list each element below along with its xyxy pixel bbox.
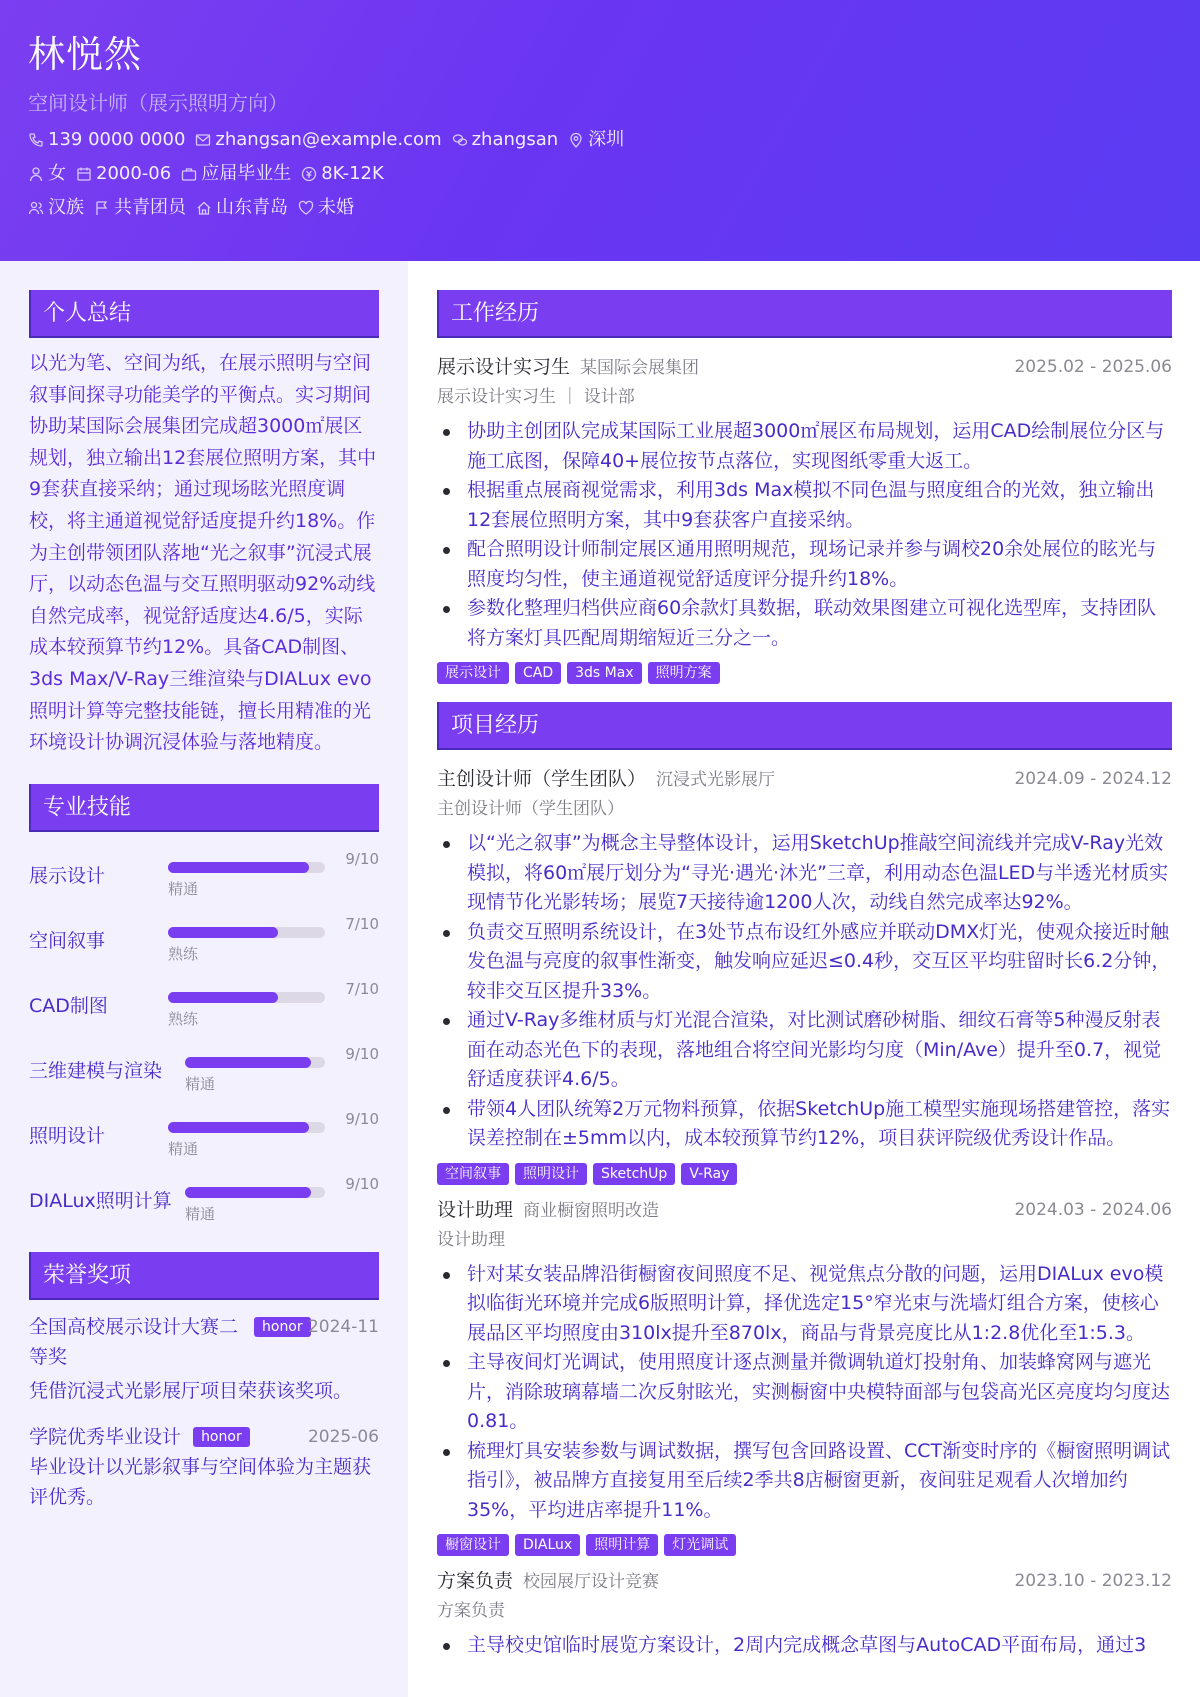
skill-level: 精通: [185, 1204, 216, 1223]
entry-bullets: [437, 417, 1172, 653]
skill-row: [29, 1035, 379, 1100]
skill-tag: 展示设计: [437, 662, 509, 684]
entry-date: 2024.09 - 2024.12: [1014, 769, 1172, 789]
skills-title: 专业技能: [29, 784, 379, 832]
entry-role: 展示设计实习生: [437, 356, 571, 378]
hometown-item: [196, 195, 288, 221]
skill-bar-fill: [168, 992, 278, 1003]
salary-icon: [301, 166, 317, 182]
skill-level: 熟练: [168, 1009, 199, 1028]
email-item[interactable]: [195, 127, 441, 153]
honor-date: 2024-11: [307, 1316, 379, 1337]
entry-date: 2023.10 - 2023.12: [1014, 1571, 1172, 1591]
project-title: 项目经历: [437, 702, 1172, 750]
resume-header: [0, 0, 1200, 261]
skill-score: 7/10: [345, 979, 379, 998]
skills-list: [29, 840, 379, 1230]
skill-bar-fill: [168, 1122, 309, 1133]
gender-text: 女: [48, 163, 66, 184]
skill-row: [29, 840, 379, 905]
home-icon: [196, 200, 212, 216]
main-content: [437, 261, 1172, 1661]
tag-list: [437, 1534, 1172, 1556]
skill-tag: 3ds Max: [567, 662, 641, 684]
summary-text: 以光为笔、空间为纸，在展示照明与空间叙事间探寻功能美学的平衡点。实习期间协助某国际会展集团完成超3000㎡展区规划，独立输出12套展位照明方案，其中9套获直接采纳；通过现场眩光照度调校，将主通道视觉舒适度提升约18%。作为主创带领团队落地“光之叙事”沉浸式展厅，以动态色温与交互照明驱动92%动线自然完成率，视觉舒适度达4.6/5，实际成本较预算节约12%。具备CAD制图、3ds Max/V-Ray三维渲染与DIALux evo照明计算等完整技能链，擅长用精准的光环境设计协调沉浸体验与落地精度。: [29, 352, 377, 754]
extra-row: [28, 195, 1172, 221]
salary-item: [301, 161, 384, 187]
entry-role: 方案负责: [437, 1570, 514, 1592]
wechat-text: zhangsan: [471, 129, 559, 150]
tag-list: [437, 1163, 1172, 1185]
location-text: 深圳: [588, 129, 625, 150]
honor-item: [29, 1312, 379, 1406]
entry-subtitle: 主创设计师（学生团队）: [437, 799, 624, 819]
gender-item: [28, 161, 66, 187]
calendar-icon: [76, 166, 92, 182]
skill-tag: DIALux: [515, 1534, 580, 1556]
entry-head: [437, 1195, 1172, 1225]
briefcase-icon: [181, 166, 197, 182]
entry-bullet: 根据重点展商视觉需求，利用3ds Max模拟不同色温与照度组合的光效，独立输出12套展位照明方案，其中9套获客户直接采纳。: [437, 476, 1172, 535]
phone-icon: [28, 132, 44, 148]
ethnicity-item: [28, 195, 84, 221]
contact-row: [28, 127, 1172, 153]
entry-bullet: 主导夜间灯光调试，使用照度计逐点测量并微调轨道灯投射角、加装蜂窝网与遮光片，消除玻璃幕墙二次反射眩光，实测橱窗中央模特面部与包袋高光区亮度均匀度达0.81。: [437, 1348, 1172, 1437]
skill-level: 精通: [185, 1074, 216, 1093]
honor-badge: honor: [193, 1427, 250, 1447]
skill-tag: 照明计算: [586, 1534, 658, 1556]
skill-tag: SketchUp: [593, 1163, 675, 1185]
skill-row: [29, 905, 379, 970]
skill-tag: 照明方案: [648, 662, 720, 684]
skill-level: 精通: [168, 879, 199, 898]
salary-text: 8K-12K: [321, 163, 384, 184]
skill-row: [29, 1165, 379, 1230]
skill-bar: [185, 1187, 325, 1198]
skill-bar-fill: [185, 1057, 311, 1068]
skill-name: DIALux照明计算: [29, 1189, 172, 1212]
skill-name: 三维建模与渲染: [29, 1059, 163, 1082]
skill-bar-fill: [185, 1187, 311, 1198]
entry-bullet: 主导校史馆临时展览方案设计，2周内完成概念草图与AutoCAD平面布局，通过3: [437, 1631, 1172, 1661]
skill-score: 9/10: [345, 1044, 379, 1063]
entry-bullets: [437, 1260, 1172, 1526]
skill-level: 熟练: [168, 944, 199, 963]
experience-entry: [437, 1195, 1172, 1557]
skill-score: 9/10: [345, 1174, 379, 1193]
flag-icon: [94, 200, 110, 216]
experience-entry: [437, 1566, 1172, 1661]
honor-item: [29, 1422, 379, 1512]
entry-subtitle: 展示设计实习生 ｜ 设计部: [437, 387, 635, 407]
skill-bar-fill: [168, 862, 309, 873]
skill-score: 9/10: [345, 1109, 379, 1128]
wechat-icon: [452, 132, 468, 148]
experience-entry: [437, 764, 1172, 1185]
status-item: [181, 161, 291, 187]
honor-head: [29, 1422, 379, 1452]
skill-name: 空间叙事: [29, 929, 106, 952]
project-list: [437, 764, 1172, 1661]
summary-title: 个人总结: [29, 290, 379, 338]
phone-text: 139 0000 0000: [48, 129, 186, 150]
mail-icon: [195, 132, 211, 148]
entry-bullets: [437, 1631, 1172, 1661]
skill-bar: [168, 927, 325, 938]
skill-tag: CAD: [515, 662, 561, 684]
skill-tag: 空间叙事: [437, 1163, 509, 1185]
user-icon: [28, 166, 44, 182]
honors-title: 荣誉奖项: [29, 1252, 379, 1300]
entry-date: 2024.03 - 2024.06: [1014, 1199, 1172, 1220]
honors-list: [29, 1312, 379, 1512]
email-text: zhangsan@example.com: [215, 129, 442, 150]
skill-bar: [168, 992, 325, 1003]
entry-org: 商业橱窗照明改造: [523, 1200, 660, 1221]
skill-bar: [168, 1122, 325, 1133]
entry-subtitle: 方案负责: [437, 1601, 505, 1621]
entry-org: 沉浸式光影展厅: [656, 770, 776, 790]
entry-bullet: 通过V-Ray多维材质与灯光混合渲染，对比测试磨砂树脂、细纹石膏等5种漫反射表面在动态光色下的表现，落地组合将空间光影均匀度（Min/Ave）提升至0.7，视觉舒适度获评4.6/5。: [437, 1006, 1172, 1095]
honor-title: 全国高校展示设计大赛二等奖: [29, 1315, 239, 1368]
location-item: [568, 127, 624, 153]
entry-bullet: 负责交互照明系统设计，在3处节点布设红外感应并联动DMX灯光，使观众接近时触发色温与亮度的叙事性渐变，触发响应延迟≤0.4秒，交互区平均驻留时长6.2分钟，较非交互区提升33%。: [437, 918, 1172, 1007]
skill-bar-fill: [168, 927, 278, 938]
entry-org: 某国际会展集团: [580, 358, 700, 378]
tag-list: [437, 662, 1172, 684]
honor-title: 学院优秀毕业设计: [29, 1425, 182, 1448]
work-title: 工作经历: [437, 290, 1172, 338]
heart-icon: [298, 200, 314, 216]
phone-item: [28, 127, 185, 153]
skill-level: 精通: [168, 1139, 199, 1158]
entry-head: [437, 764, 1172, 794]
hometown-text: 山东青岛: [216, 197, 288, 218]
political-item: [94, 195, 186, 221]
entry-bullet: 梳理灯具安装参数与调试数据，撰写包含回路设置、CCT渐变时序的《橱窗照明调试指引》，被品牌方直接复用至后续2季共8店橱窗更新，夜间驻足观看人次增加约35%，平均进店率提升11%。: [437, 1437, 1172, 1526]
skill-score: 7/10: [345, 914, 379, 933]
entry-bullet: 协助主创团队完成某国际工业展超3000㎡展区布局规划，运用CAD绘制展位分区与施工底图，保障40+展位按节点落位，实现图纸零重大返工。: [437, 417, 1172, 476]
skill-row: [29, 970, 379, 1035]
entry-bullet: 配合照明设计师制定展区通用照明规范，现场记录并参与调校20余处展位的眩光与照度均匀性，使主通道视觉舒适度评分提升约18%。: [437, 535, 1172, 594]
ethnicity-text: 汉族: [48, 197, 84, 218]
entry-date: 2025.02 - 2025.06: [1014, 357, 1172, 377]
wechat-item: [452, 127, 559, 153]
entry-bullet: 针对某女装品牌沿街橱窗夜间照度不足、视觉焦点分散的问题，运用DIALux evo模拟临街光环境并完成6版照明计算，择优选定15°窄光束与洗墙灯组合方案，使核心展品区平均照度由310lx提升至870lx，商品与背景亮度比从1:2.8优化至1:5.3。: [437, 1260, 1172, 1349]
people-icon: [28, 200, 44, 216]
honor-desc: 凭借沉浸式光影展厅项目荣获该奖项。: [29, 1379, 353, 1402]
skill-score: 9/10: [345, 849, 379, 868]
entry-head: [437, 352, 1172, 382]
entry-bullet: 参数化整理归档供应商60余款灯具数据，联动效果图建立可视化选型库，支持团队将方案灯具匹配周期缩短近三分之一。: [437, 594, 1172, 653]
political-text: 共青团员: [114, 197, 186, 218]
skill-tag: V-Ray: [681, 1163, 737, 1185]
entry-bullets: [437, 829, 1172, 1154]
location-icon: [568, 132, 584, 148]
skill-row: [29, 1100, 379, 1165]
skill-tag: 灯光调试: [664, 1534, 736, 1556]
skill-name: 照明设计: [29, 1124, 106, 1147]
skill-name: CAD制图: [29, 994, 108, 1017]
status-text: 应届毕业生: [201, 163, 292, 184]
skill-bar: [168, 862, 325, 873]
honor-desc: 毕业设计以光影叙事与空间体验为主题获评优秀。: [29, 1455, 372, 1508]
entry-subtitle: 设计助理: [437, 1229, 505, 1250]
marital-item: [298, 195, 354, 221]
honor-badge: honor: [254, 1317, 311, 1337]
entry-role: 设计助理: [437, 1198, 514, 1221]
skill-name: 展示设计: [29, 864, 106, 887]
marital-text: 未婚: [318, 197, 354, 218]
skill-tag: 橱窗设计: [437, 1534, 509, 1556]
skill-tag: 照明设计: [515, 1163, 587, 1185]
entry-head: [437, 1566, 1172, 1596]
work-list: [437, 352, 1172, 684]
entry-bullet: 以“光之叙事”为概念主导整体设计，运用SketchUp推敲空间流线并完成V-Ray光效模拟，将60㎡展厅划分为“寻光·遇光·沐光”三章，利用动态色温LED与半透光材质实现情节化光影转场；展览7天接待逾1200人次，动线自然完成率达92%。: [437, 829, 1172, 918]
experience-entry: [437, 352, 1172, 684]
birth-text: 2000-06: [96, 163, 172, 184]
honor-date: 2025-06: [307, 1426, 379, 1447]
entry-org: 校园展厅设计竞赛: [523, 1572, 660, 1592]
sidebar: [0, 261, 408, 1697]
candidate-name: 林悦然: [28, 33, 142, 76]
personal-row: [28, 161, 1172, 187]
birth-item: [76, 161, 171, 187]
skill-bar: [185, 1057, 325, 1068]
candidate-role: 空间设计师（展示照明方向）: [28, 91, 288, 115]
entry-bullet: 带领4人团队统筹2万元物料预算，依据SketchUp施工模型实施现场搭建管控，落实误差控制在±5mm以内，成本较预算节约12%，项目获评院级优秀设计作品。: [437, 1095, 1172, 1154]
entry-role: 主创设计师（学生团队）: [437, 768, 647, 790]
honor-head: [29, 1312, 379, 1372]
